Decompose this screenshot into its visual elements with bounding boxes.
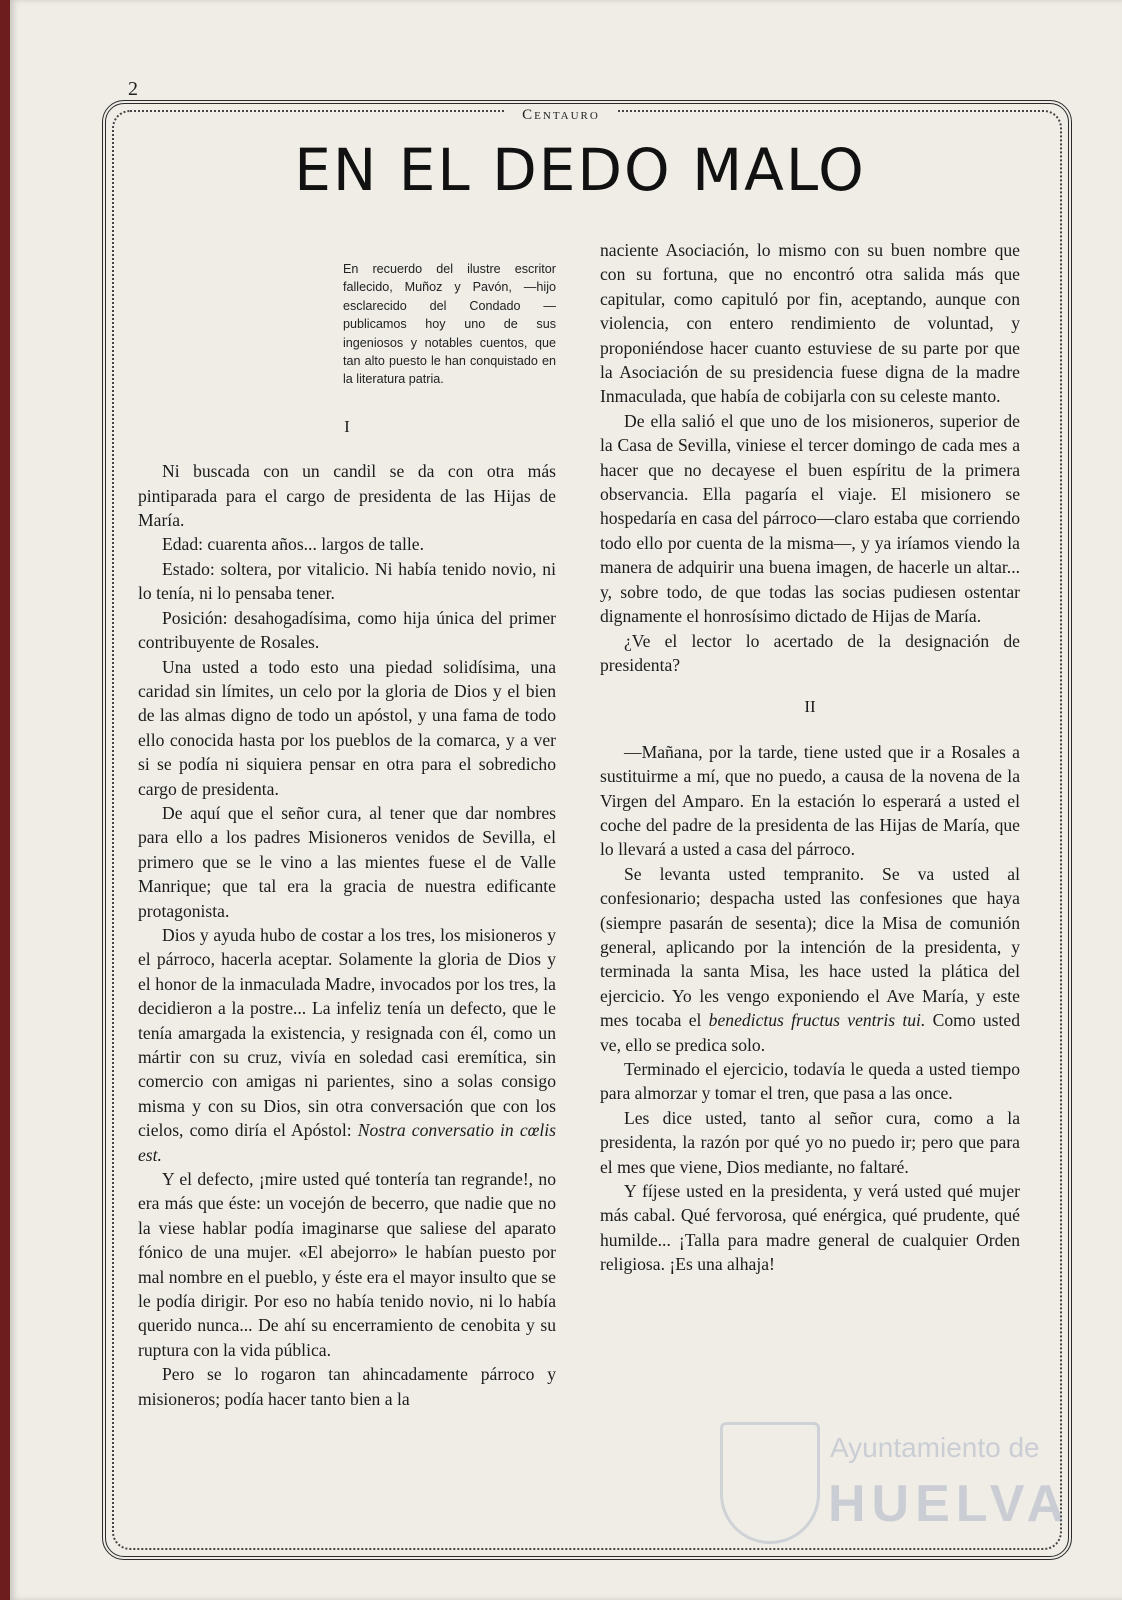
paragraph-with-quote	[600, 862, 1020, 1057]
paragraph: Edad: cuarenta años... largos de talle.	[162, 534, 425, 555]
paragraph: Ni buscada con un candil se da con otra más pintiparada para el cargo de presidenta de las Hijas de María.	[138, 461, 556, 531]
watermark-line-2: HUELVA	[828, 1475, 1071, 1533]
archive-watermark	[716, 1418, 1071, 1548]
coat-of-arms-icon	[720, 1422, 820, 1544]
paragraph: Y el defecto, ¡mire usted qué tontería tan regrande!, no era más que éste: un vocejón de becerro, que nadie que no la viese hablar podía imaginarse que saliese del aparato fónico de una mujer. «El abejorro» le habían puesto por mal nombre en el pueblo, y éste era el mayor insulto que se le podía dirigir. Por eso no había tenido novio, ni lo había querido nunca... De ahí su encerramiento de cenobita y su ruptura con la vida pública.	[138, 1169, 556, 1360]
paragraph: ¿Ve el lector lo acertado de la designación de presidenta?	[600, 630, 1020, 675]
dedication-note: En recuerdo del ilustre escritor fallecido, Muñoz y Pavón, —hijo esclarecido del Condado —publicamos hoy uno de sus ingeniosos y notables cuentos, que tan alto puesto le han conquistado en la literatura patria.	[343, 262, 556, 387]
left-column	[138, 252, 556, 1411]
paragraph: Terminado el ejercicio, todavía le queda a usted tiempo para almorzar y tomar el tren, que pasa a las once.	[600, 1059, 1020, 1104]
paragraph: Pero se lo rogaron tan ahincadamente párroco y misioneros; podía hacer tanto bien a la	[138, 1364, 556, 1409]
paragraph-text-tail: Como usted ve, ello se predica solo.	[600, 1010, 1020, 1055]
paragraph-with-quote	[138, 923, 556, 1167]
paragraph: Y fíjese usted en la presidenta, y verá usted qué mujer más cabal. Qué fervorosa, qué enérgica, qué prudente, qué humilde... ¡Talla para madre general de cualquier Orden religiosa. ¡Es una alhaja!	[600, 1181, 1020, 1275]
paragraph: Estado: soltera, por vitalicio. Ni había tenido novio, ni lo tenía, ni lo pensaba tener.	[138, 558, 556, 604]
right-column	[600, 238, 1020, 1277]
paragraph: Posición: desahogadísima, como hija única del primer contribuyente de Rosales.	[138, 607, 556, 653]
running-header	[0, 104, 1122, 124]
paragraph: —Mañana, por la tarde, tiene usted que ir a Rosales a sustituirme a mí, que no puedo, a causa de la novena de la Virgen del Amparo. En la estación lo esperará a usted el coche del padre de la presidenta de las Hijas de María, que lo llevará a usted a casa del párroco.	[600, 741, 1020, 860]
paragraph: De aquí que el señor cura, al tener que dar nombres para ello a los padres Misioneros venidos de Sevilla, el primero que se le vino a las mientes fuese el de Valle Manrique; que tal era la gracia de nuestra edificante protagonista.	[138, 802, 556, 921]
article-title: EN EL DEDO MALO	[294, 136, 866, 204]
paragraph-continued: naciente Asociación, lo mismo con su buen nombre que con su fortuna, que no encontró otra salida más que capitular, como capituló por fin, aceptando, aunque con violencia, con entero rendimiento de voluntad, y proponiéndose hacer cuanto estuviese de su parte por que la Asociación de su presidencia fuese digna de la madre Inmaculada, que había de cobijarla con su celeste manto.	[600, 240, 1020, 407]
section-number-2: II	[804, 697, 816, 717]
paragraph-text: Dios y ayuda hubo de costar a los tres, los misioneros y el párroco, hacerla aceptar. Solamente la gloria de Dios y el honor de la inmaculada Madre, invocados por los tres, la decidieron a la postre... La infeliz tenía un defecto, que le tenía amargada la existencia, y resignada con él, como un mártir con su cruz, vivía en soledad casi eremítica, sin comercio con amigas ni parientes, sino a solas consigo misma y con su Dios, sin otra conversación que con los cielos, como diría el Apóstol:	[138, 924, 556, 1141]
paragraph-text: Se levanta usted tempranito. Se va usted al confesionario; despacha usted las confesiones que haya (siempre pasarán de sesenta); dice la Misa de comunión general, aplicando por la intención de la presidenta, y terminada la santa Misa, les hace usted la plática del ejercicio. Yo les vengo exponiendo el Ave María, y este mes tocaba el	[600, 863, 1020, 1031]
section-number-1: I	[344, 416, 350, 436]
paragraph: Una usted a todo esto una piedad solidísima, una caridad sin límites, un celo por la gloria de Dios y el bien de las almas digno de todo un apóstol, y una fama de todo ello conocida hasta por los pueblos de la comarca, y a ver si se podía ni siquiera pensar en otra para el sobredicho cargo de presidenta.	[138, 656, 556, 799]
latin-quote: Nostra conversatio in cœlis est.	[138, 1120, 556, 1165]
paragraph: Les dice usted, tanto al señor cura, como a la presidenta, la razón por qué yo no puedo ir; pero que para el mes que viene, Dios mediante, no faltaré.	[600, 1107, 1020, 1177]
watermark-line-1: Ayuntamiento de	[830, 1432, 1040, 1463]
paragraph: De ella salió el que uno de los misioneros, superior de la Casa de Sevilla, viniese el tercer domingo de cada mes a hacer que no decayese el buen espíritu de la primera observancia. Ella pagaría el viaje. El misionero se hospedaría en casa del párroco—claro estaba que corriendo todo ello por cuenta de la misma—, y ya iríamos viendo la manera de adquirir una buena imagen, de hacerle un altar... y, sobre todo, de que todas las socias pudiesen ostentar dignamente el honrosísimo dictado de Hijas de María.	[600, 410, 1020, 627]
latin-quote: benedictus fructus ventris tui.	[708, 1010, 926, 1031]
page-number: 2	[128, 78, 138, 100]
magazine-name: Centauro	[504, 107, 618, 123]
